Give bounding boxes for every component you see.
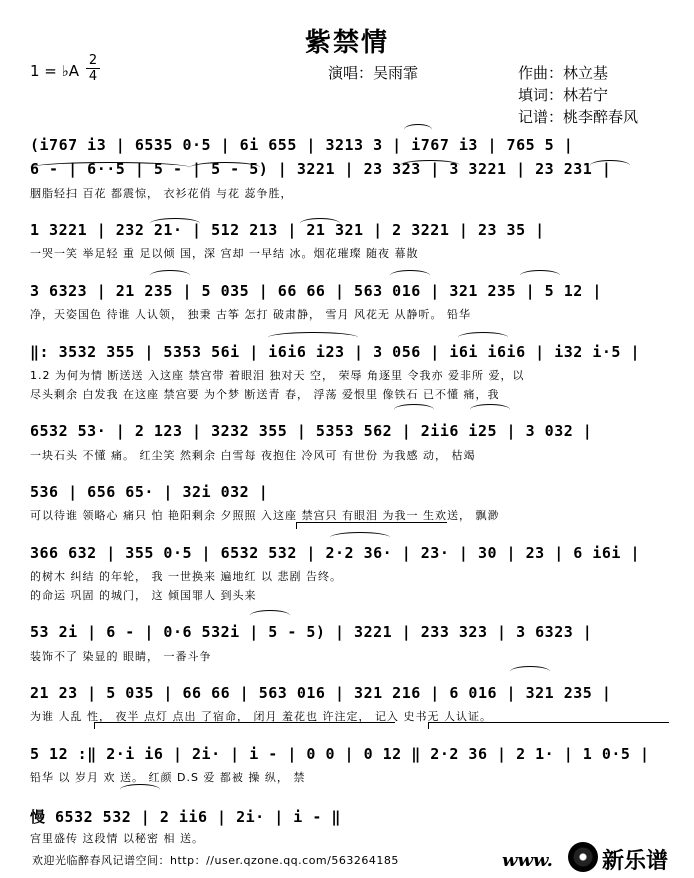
notation-row: 3 6323 | 21 235 | 5 035 | 66 66 | 563 016 | 321 235 | 5 12 | (30, 282, 602, 300)
notation-row: 21 23 | 5 035 | 66 66 | 563 016 | 321 216 | 6 016 | 321 235 | (30, 684, 612, 702)
lyric-row: 的树木 纠结 的年轮， 我 一世换来 遍地红 以 悲剧 告终。 (30, 570, 342, 583)
lyric-row: 装饰不了 染显的 眼睛， 一番斗争 (30, 650, 212, 663)
lyric-row: 尽头剩余 白发我 在这座 禁宫要 为个梦 断送青 春， 浮荡 爱恨里 像铁石 已不懂 痛，我 (30, 388, 500, 401)
lyric-row: 为谁 人乱 性， 夜半 点灯 点出 了宿命， 闭月 羞花也 许注定， 记入 史书无 人认证。 (30, 710, 492, 723)
notation-row: 5 12 :‖ 2·i i6 | 2i· | i - | 0 0 | 0 12 ‖ 2·2 36 | 2 1· | 1 0·5 | (30, 745, 650, 763)
logo-www: www. (502, 850, 553, 871)
lyric-row: 净，天姿国色 待谁 人认领， 独秉 古筝 怎打 破肃静， 雪月 风花无 从静听。 铅华 (30, 308, 471, 321)
notation-row: 6532 53· | 2 123 | 3232 355 | 5353 562 | 2ii6 i25 | 3 032 | (30, 422, 593, 440)
notation-row: 366 632 | 355 0·5 | 6532 532 | 2·2 36· | 23· | 30 | 23 | 6 i6i | (30, 544, 640, 562)
volta-bracket-1 (296, 522, 447, 529)
logo-brand: 新乐谱 (602, 849, 669, 874)
composer-credit: 作曲：林立基 (518, 64, 609, 82)
volta-bracket-2 (94, 722, 395, 729)
transcriber-credit: 记谱：桃李醉春风 (518, 108, 639, 126)
slur (404, 124, 432, 135)
notation-row: 6 - | 6··5 | 5 - | 5 - 5) | 3221 | 23 323 | 3 3221 | 23 231 | (30, 160, 612, 178)
slur (300, 218, 340, 229)
notation-row: 慢 6532 532 | 2 ii6 | 2i· | i - ‖ (30, 808, 341, 826)
slur (190, 162, 260, 173)
notation-row: 1 3221 | 232 21· | 512 213 | 21 321 | 2 3221 | 23 35 | (30, 221, 545, 239)
slur (590, 160, 630, 171)
slur (330, 532, 390, 543)
lyric-row: 可以待谁 领略心 痛只 怕 艳阳剩余 夕照照 入这座 禁宫只 有眼泪 为我一 生欢送， 飘渺 (30, 509, 500, 522)
lyric-row: 的命运 巩固 的城门， 这 倾国罪人 到头来 (30, 589, 257, 602)
singer-credit: 演唱：吴雨霏 (328, 64, 419, 82)
notation-row: (i767 i3 | 6535 0·5 | 6i 655 | 3213 3 | i767 i3 | 765 5 | (30, 136, 574, 154)
lyric-row: 胭脂轻扫 百花 都震惊， 衣衫花俏 与花 蕊争胜， (30, 187, 293, 200)
slur (400, 160, 460, 171)
slur (458, 332, 508, 343)
slur (150, 218, 200, 229)
volta-bracket-3 (428, 722, 669, 729)
slur (120, 784, 160, 795)
site-logo (496, 838, 694, 878)
time-numerator: 2 (88, 53, 98, 68)
lyric-row: 1.2 为何为情 断送送 入这座 禁宫带 着眼泪 独对天 空， 荣辱 角逐里 令我亦 爱非所 爱，以 (30, 369, 525, 382)
slur (510, 666, 550, 677)
credits-block (518, 62, 638, 128)
key-signature: 1 = ♭A (30, 62, 79, 80)
slur (30, 162, 190, 173)
notation-row: 53 2i | 6 - | 0·6 532i | 5 - 5) | 3221 | 233 323 | 3 6323 | (30, 623, 593, 641)
footer-note: 欢迎光临醉春风记谱空间：http：//user.qzone.qq.com/563264185 (32, 854, 399, 867)
record-disc-icon (568, 842, 598, 872)
lyric-row: 宫里盛传 这段情 以秘密 相 送。 (30, 832, 204, 845)
lyricist-credit: 填词：林若宁 (518, 86, 609, 104)
time-denominator: 4 (88, 69, 98, 84)
lyric-row: 一块石头 不懂 痛。 红尘笑 然剩余 白雪每 夜抱住 冷风可 有世份 为我感 动， 枯竭 (30, 449, 476, 462)
slur (520, 270, 560, 281)
slur (150, 270, 190, 281)
slur (268, 332, 358, 343)
slur (390, 270, 430, 281)
slur (470, 404, 510, 415)
lyric-row: 一哭一笑 举足轻 重 足以倾 国，深 宫却 一早结 冰。烟花璀璨 随夜 幕散 (30, 247, 419, 260)
lyric-row: 铅华 以 岁月 欢 送。 红颜 D.S 爱 都被 操 纵， 禁 (30, 771, 306, 784)
slur (394, 404, 434, 415)
time-signature (86, 54, 100, 83)
page-title: 紫禁情 (304, 28, 389, 58)
slur (250, 610, 290, 621)
notation-row: 536 | 656 65· | 32i 032 | (30, 483, 269, 501)
notation-row: ‖: 3532 355 | 5353 56i | i6i6 i23 | 3 056 | i6i i6i6 | i32 i·5 | (30, 343, 640, 361)
